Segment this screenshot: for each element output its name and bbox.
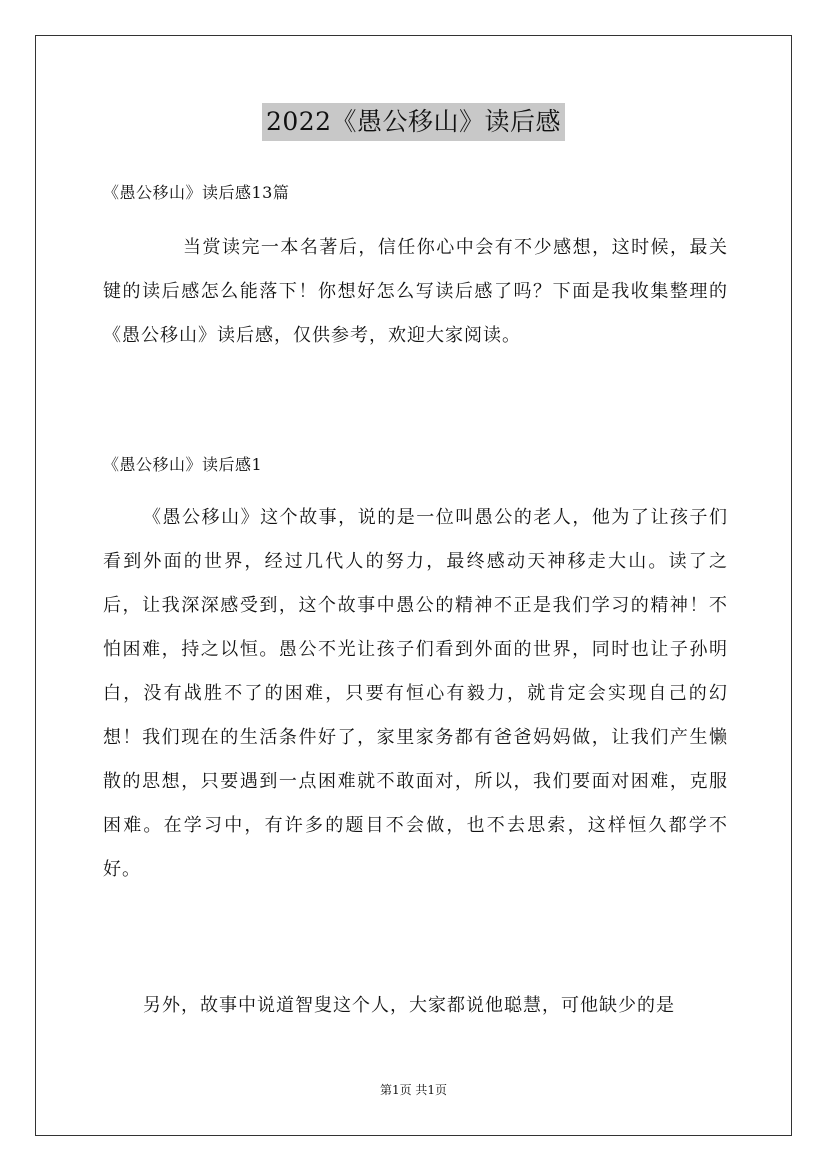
section-heading: 《愚公移山》读后感1 (103, 455, 263, 474)
page-footer: 第1页 共1页 (379, 1083, 448, 1097)
title-wrap (0, 103, 827, 141)
document-subtitle: 《愚公移山》读后感13篇 (103, 183, 290, 202)
body-paragraph-1: 《愚公移山》这个故事，说的是一位叫愚公的老人，他为了让孩子们看到外面的世界，经过几代人的努力，最终感动天神移走大山。读了之后，让我深深感受到，这个故事中愚公的精神不正是我们学习的精神！不怕困难，持之以恒。愚公不光让孩子们看到外面的世界，同时也让子孙明白，没有战胜不了的困难，只要有恒心有毅力，就肯定会实现自己的幻想！我们现在的生活条件好了，家里家务都有爸爸妈妈做，让我们产生懒散的思想，只要遇到一点困难就不敢面对，所以，我们要面对困难，克服困难。在学习中，有许多的题目不会做，也不去思索，这样恒久都学不好。 (103, 507, 728, 880)
body-paragraph-2: 另外，故事中说道智叟这个人，大家都说他聪慧，可他缺少的是 (143, 995, 675, 1016)
intro-paragraph: 当赏读完一本名著后，信任你心中会有不少感想，这时候，最关键的读后感怎么能落下！你想好怎么写读后感了吗？下面是我收集整理的《愚公移山》读后感，仅供参考，欢迎大家阅读。 (103, 237, 728, 346)
document-title: 2022《愚公移山》读后感 (262, 103, 565, 141)
